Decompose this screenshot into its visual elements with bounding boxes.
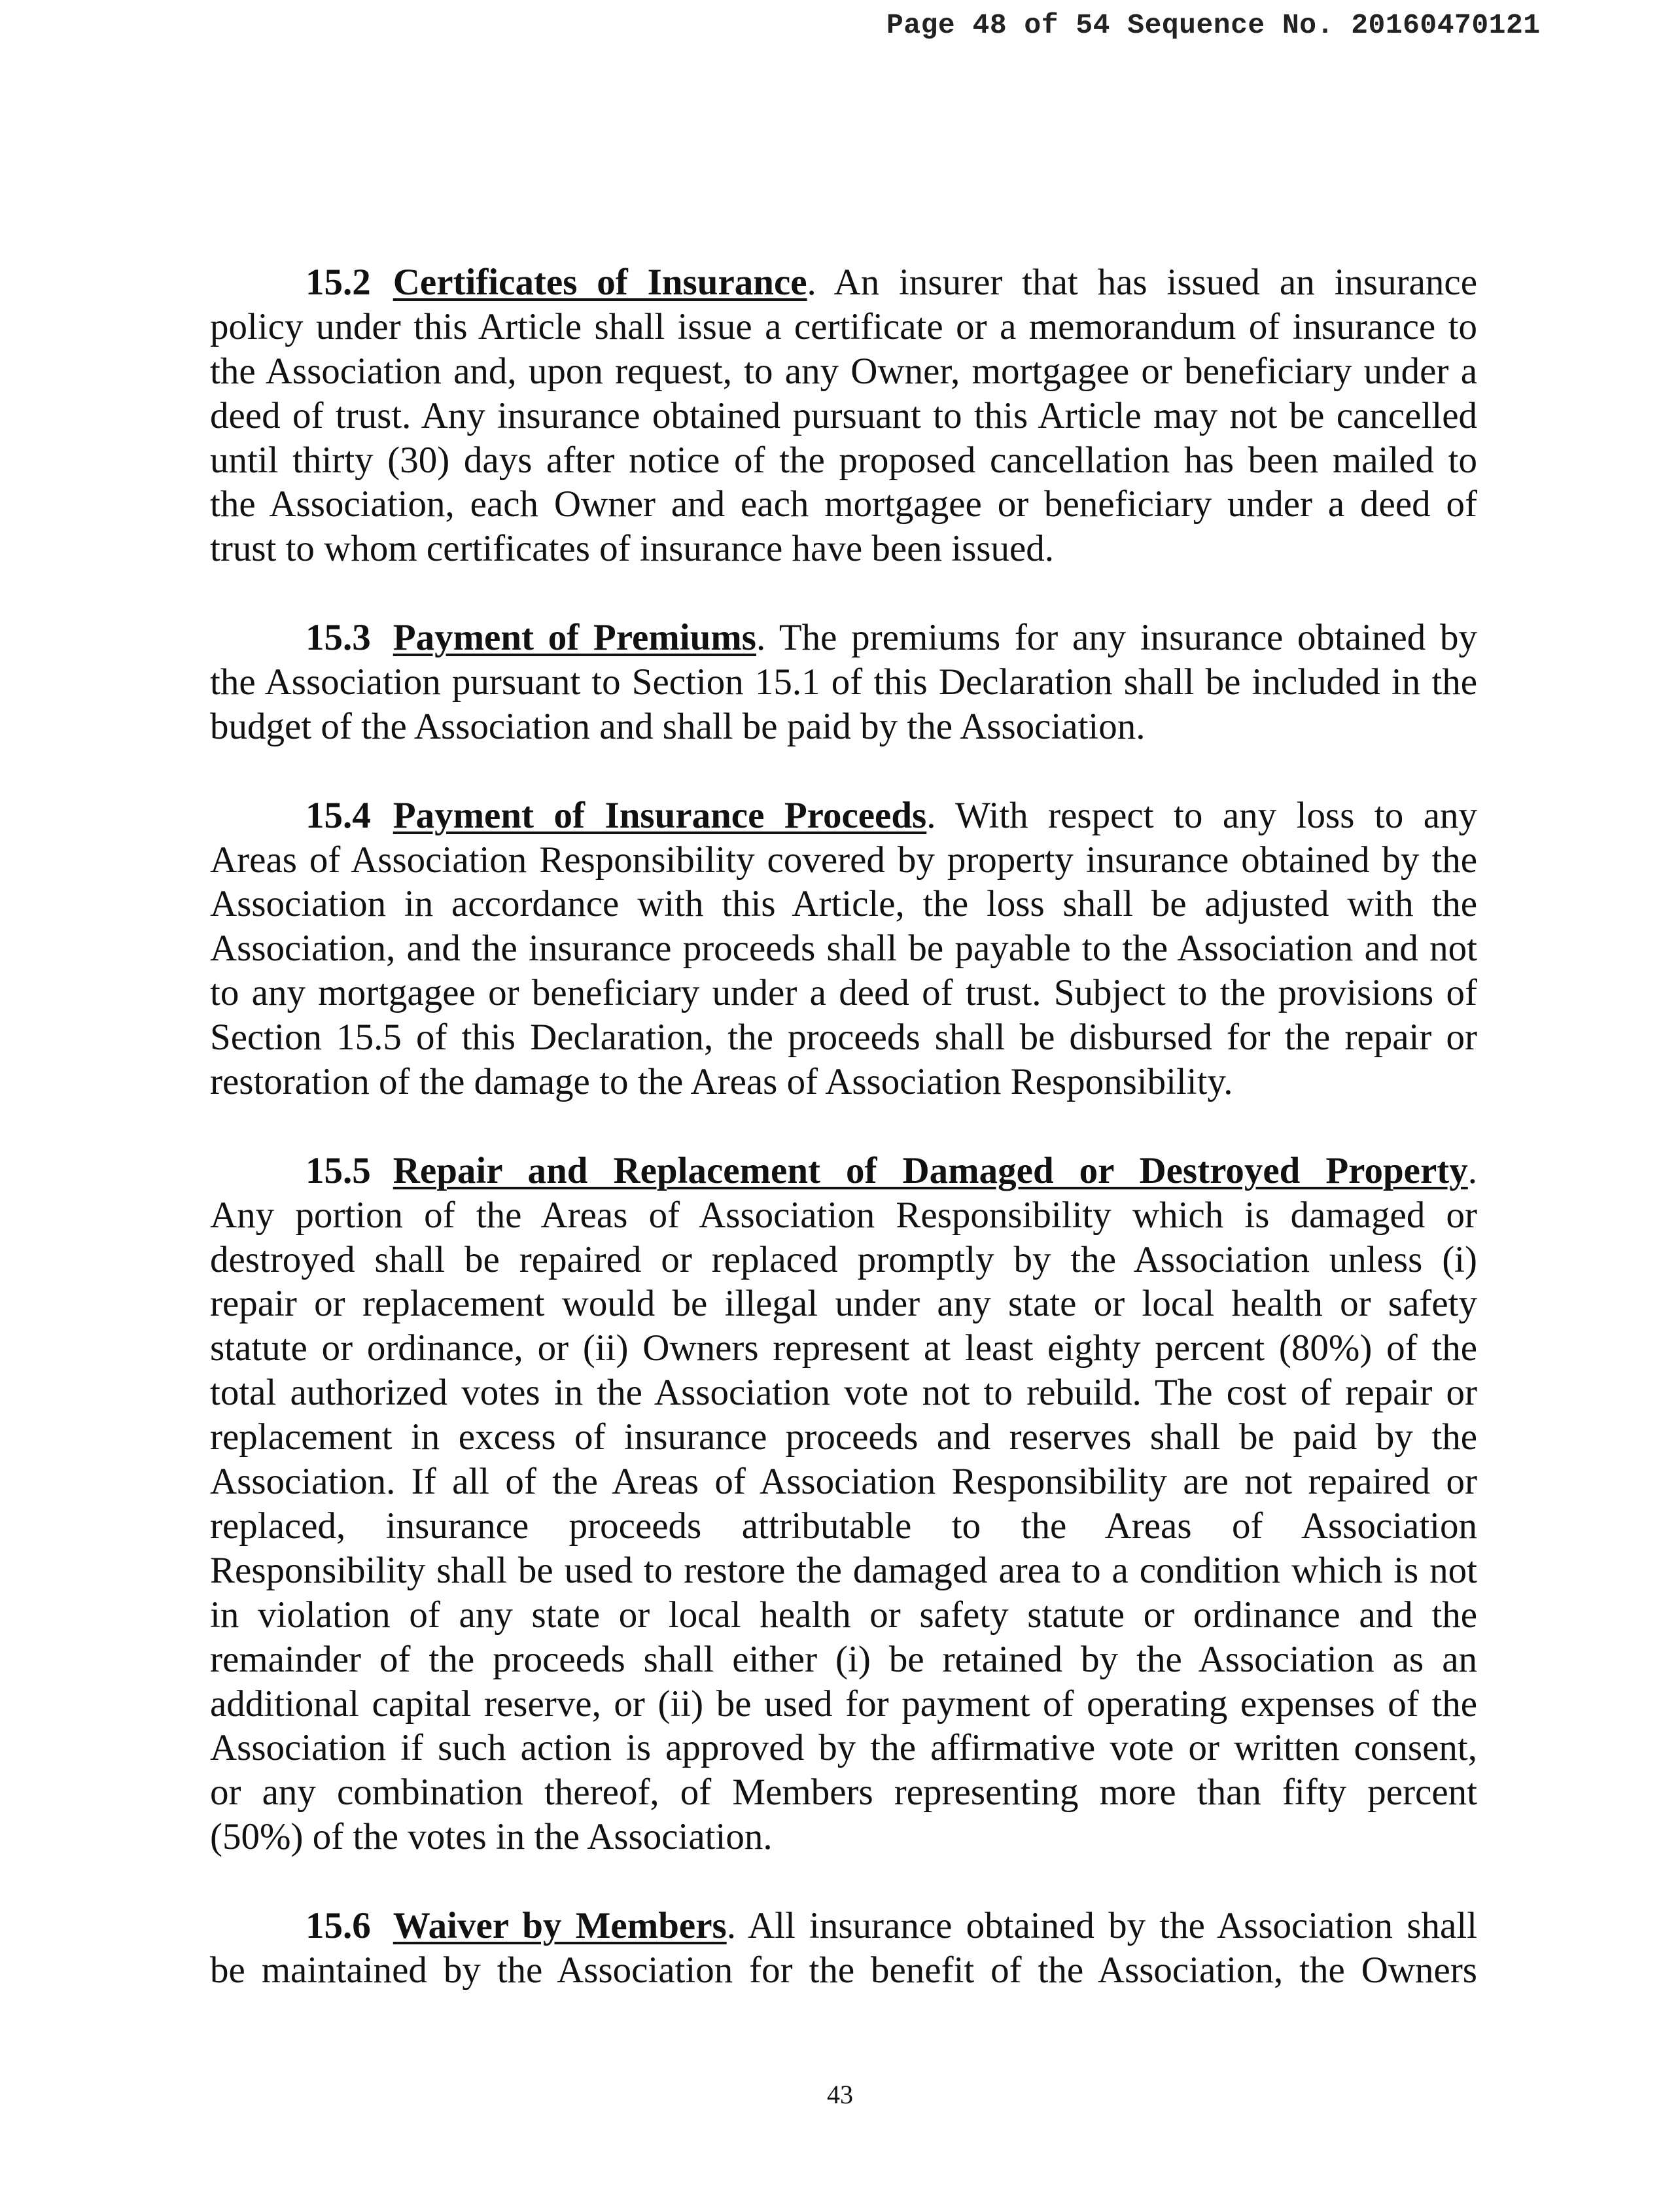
text-line: or any combination thereof, of Members representing more than fifty percent [210,1772,1477,1814]
section-first-line [210,794,1477,838]
section-title: Repair and Replacement of Damaged or Destroyed Property [393,1149,1468,1191]
text-line: the Association pursuant to Section 15.1 of this Declaration shall be included in the [210,661,1477,703]
text-line: policy under this Article shall issue a certificate or a memorandum of insurance to [210,306,1477,347]
section-15-5 [210,1149,1477,1859]
page-number: 43 [827,2080,853,2109]
section-text: . An insurer that has issued an insurance [807,262,1477,303]
text-line: Association in accordance with this Article, the loss shall be adjusted with the [210,883,1477,925]
section-number: 15.5 [306,1149,371,1191]
section-title: Waiver by Members [393,1904,727,1946]
text-line: total authorized votes in the Association vote not to rebuild. The cost of repair or [210,1372,1477,1414]
section-first-line [210,260,1477,305]
section-number: 15.2 [306,262,371,303]
text-line: Association. If all of the Areas of Association Responsibility are not repaired or [210,1461,1477,1503]
section-text: . [1467,1149,1477,1191]
text-line: be maintained by the Association for the benefit of the Association, the Owners [210,1949,1477,1991]
text-line: Section 15.5 of this Declaration, the proceeds shall be disbursed for the repair or [210,1017,1477,1059]
text-line: additional capital reserve, or (ii) be used for payment of operating expenses of the [210,1683,1477,1725]
text-line: the Association and, upon request, to any Owner, mortgagee or beneficiary under a [210,350,1477,392]
text-line: destroyed shall be repaired or replaced promptly by the Association unless (i) [210,1238,1477,1280]
page-header: Page 48 of 54 Sequence No. 20160470121 [886,9,1541,41]
text-line: until thirty (30) days after notice of the proposed cancellation has been mailed to [210,439,1477,481]
text-line: trust to whom certificates of insurance have been issued. [210,528,1054,570]
text-line: deed of trust. Any insurance obtained pursuant to this Article may not be cancelled [210,394,1477,436]
section-number: 15.3 [306,617,371,659]
section-first-line [210,1904,1477,1948]
document-body [210,260,1477,2037]
section-first-line [210,1149,1477,1193]
section-first-line [210,616,1477,660]
section-15-4 [210,794,1477,1104]
text-line: repair or replacement would be illegal under any state or local health or safety [210,1283,1477,1325]
text-line: restoration of the damage to the Areas of Association Responsibility. [210,1061,1233,1103]
section-text: . All insurance obtained by the Association shall [726,1904,1477,1946]
section-15-3 [210,616,1477,749]
text-line: Any portion of the Areas of Association Responsibility which is damaged or [210,1194,1477,1236]
text-line: replacement in excess of insurance proceeds and reserves shall be paid by the [210,1416,1477,1458]
section-text: . The premiums for any insurance obtained by [756,617,1477,659]
text-line: in violation of any state or local health or safety statute or ordinance and the [210,1594,1477,1636]
section-15-2 [210,260,1477,571]
text-line: the Association, each Owner and each mortgagee or beneficiary under a deed of [210,483,1477,525]
text-line: Responsibility shall be used to restore the damaged area to a condition which is not [210,1549,1477,1591]
section-text: . With respect to any loss to any [926,794,1478,836]
text-line: to any mortgagee or beneficiary under a deed of trust. Subject to the provisions of [210,972,1477,1014]
text-line: remainder of the proceeds shall either (i) be retained by the Association as an [210,1638,1477,1680]
text-line: replaced, insurance proceeds attributable to the Areas of Association [210,1505,1477,1547]
text-line: Association if such action is approved by the affirmative vote or written consent, [210,1727,1477,1769]
section-title: Payment of Premiums [393,617,756,659]
section-title: Certificates of Insurance [393,262,807,303]
text-line: statute or ordinance, or (ii) Owners represent at least eighty percent (80%) of the [210,1327,1477,1369]
text-line: budget of the Association and shall be paid by the Association. [210,705,1146,747]
section-15-6 [210,1904,1477,1993]
text-line: (50%) of the votes in the Association. [210,1816,773,1858]
section-number: 15.4 [306,794,371,836]
section-title: Payment of Insurance Proceeds [393,794,927,836]
section-number: 15.6 [306,1904,371,1946]
text-line: Association, and the insurance proceeds shall be payable to the Association and not [210,928,1477,970]
text-line: Areas of Association Responsibility covered by property insurance obtained by the [210,839,1477,881]
